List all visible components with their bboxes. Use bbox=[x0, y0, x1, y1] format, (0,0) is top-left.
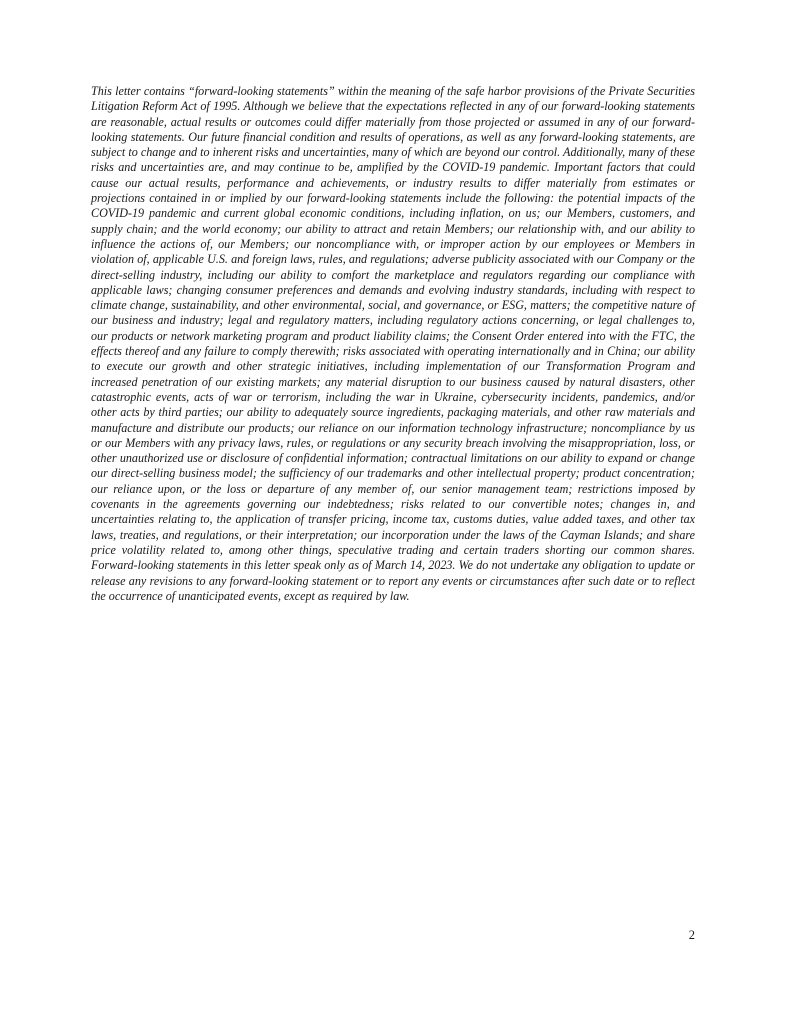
forward-looking-statements-paragraph: This letter contains “forward-looking statements” within the meaning of the safe harbor provisions of the Private Securities Litigation Reform Act of 1995. Although we believe that the expectations reflected in any of our forward-looking statements are reasonable, actual results or outcomes could differ materially from those projected or assumed in any of our forward-looking statements. Our future financial condition and results of operations, as well as any forward-looking statements, are subject to change and to inherent risks and uncertainties, many of which are beyond our control. Additionally, many of these risks and uncertainties are, and may continue to be, amplified by the COVID-19 pandemic. Important factors that could cause our actual results, performance and achievements, or industry results to differ materially from estimates or projections contained in or implied by our forward-looking statements include the following: the potential impacts of the COVID-19 pandemic and current global economic conditions, including inflation, on us; our Members, customers, and supply chain; and the world economy; our ability to attract and retain Members; our relationship with, and our ability to influence the actions of, our Members; our noncompliance with, or improper action by our employees or Members in violation of, applicable U.S. and foreign laws, rules, and regulations; adverse publicity associated with our Company or the direct-selling industry, including our ability to comfort the marketplace and regulators regarding our compliance with applicable laws; changing consumer preferences and demands and evolving industry standards, including with respect to climate change, sustainability, and other environmental, social, and governance, or ESG, matters; the competitive nature of our business and industry; legal and regulatory matters, including regulatory actions concerning, or legal challenges to, our products or network marketing program and product liability claims; the Consent Order entered into with the FTC, the effects thereof and any failure to comply therewith; risks associated with operating internationally and in China; our ability to execute our growth and other strategic initiatives, including implementation of our Transformation Program and increased penetration of our existing markets; any material disruption to our business caused by natural disasters, other catastrophic events, acts of war or terrorism, including the war in Ukraine, cybersecurity incidents, pandemics, and/​or other acts by third parties; our ability to adequately source ingredients, packaging materials, and other raw materials and manufacture and distribute our products; our reliance on our information technology infrastructure; noncompliance by us or our Members with any privacy laws, rules, or regulations or any security breach involving the misappropriation, loss, or other unauthorized use or disclosure of confidential information; contractual limitations on our ability to expand or change our direct-selling business model; the sufficiency of our trademarks and other intellectual property; product concentration; our reliance upon, or the loss or departure of any member of, our senior management team; restrictions imposed by covenants in the agreements governing our indebtedness; risks related to our convertible notes; changes in, and uncertainties relating to, the application of transfer pricing, income tax, customs duties, value added taxes, and other tax laws, treaties, and regulations, or their interpretation; our incorporation under the laws of the Cayman Islands; and share price volatility related to, among other things, speculative trading and certain traders shorting our common shares. Forward-looking statements in this letter speak only as of March 14, 2023. We do not undertake any obligation to update or release any revisions to any forward-looking statement or to report any events or circumstances after such date or to reflect the occurrence of unanticipated events, except as required by law. bbox=[91, 84, 695, 603]
page-number: 2 bbox=[688, 928, 695, 942]
